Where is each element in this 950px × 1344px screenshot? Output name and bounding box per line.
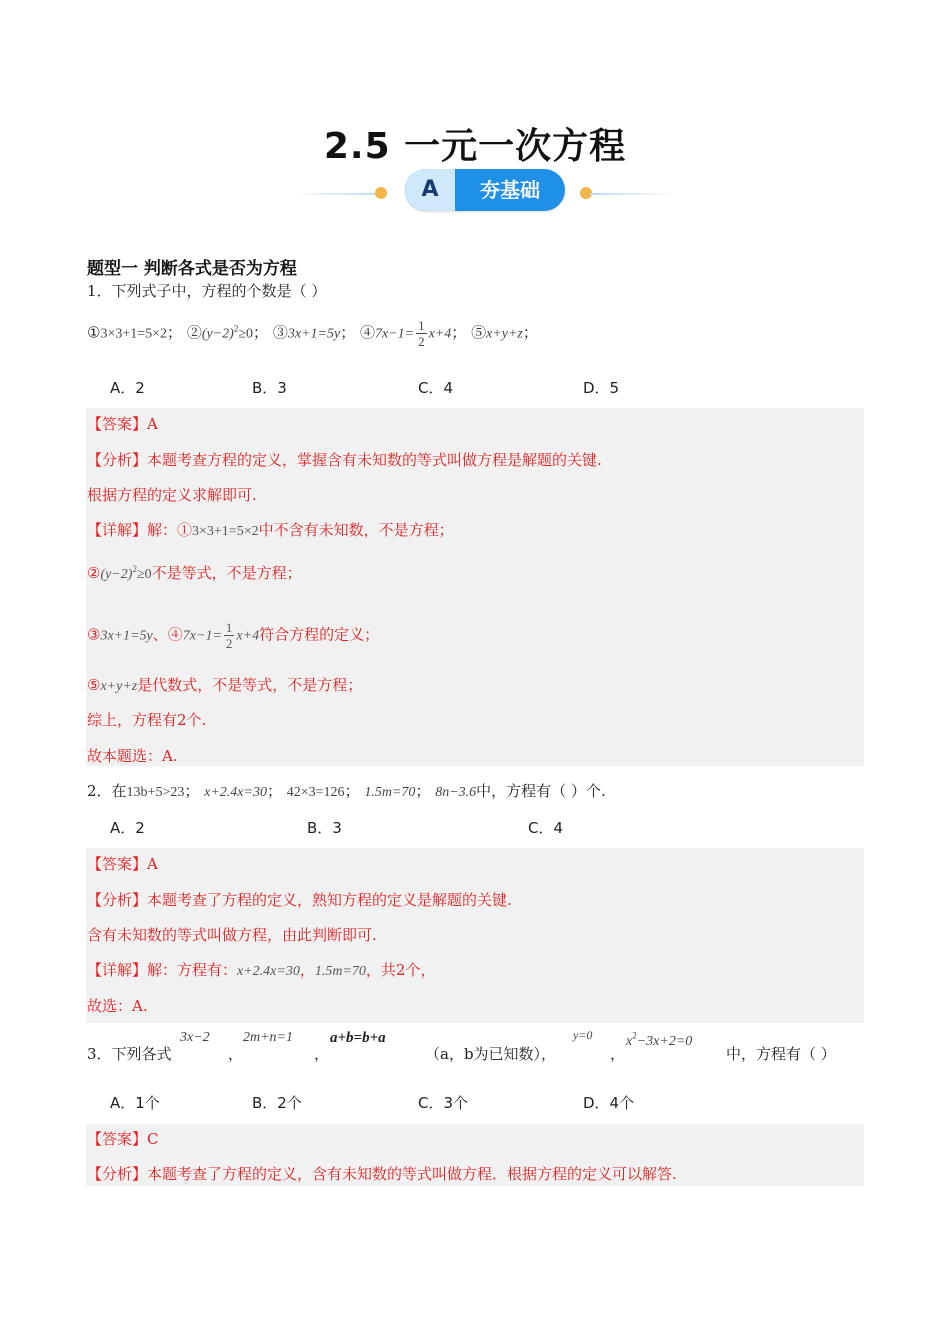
- q1-analysis-2: 根据方程的定义求解即可.: [87, 486, 257, 504]
- detail-text-1: 中不含有未知数，不是方程；: [258, 521, 454, 539]
- circle-5: ⑤: [471, 323, 487, 342]
- q1-expr-1: 3×3+1=5×2: [100, 326, 168, 342]
- q3-comma-1: ，: [228, 1045, 244, 1063]
- separator: ；: [184, 782, 200, 800]
- q1-expr-2-exp: 2: [233, 323, 239, 334]
- detail-expr-5: x+y+z: [100, 679, 138, 694]
- detail-separator: 、④: [152, 625, 183, 644]
- separator: ；: [340, 323, 356, 342]
- q1-expr-2: (y−2): [201, 326, 234, 342]
- q1-conclusion: 故本题选：A.: [87, 747, 178, 765]
- separator: ；: [167, 323, 183, 342]
- fraction-denominator: 2: [225, 636, 233, 651]
- detail-text-3: 符合方程的定义；: [259, 625, 380, 644]
- q2-answer: 【答案】A: [87, 855, 158, 873]
- q1-detail-line-5: [87, 674, 362, 695]
- q3-expr-5-rest: −3x+2=0: [636, 1034, 693, 1049]
- circle-2: ②: [186, 323, 202, 342]
- fraction-denominator: 2: [418, 334, 425, 349]
- q2-expr-2: x+2.4x=30: [204, 785, 267, 800]
- level-badge: [405, 169, 565, 211]
- separator: ；: [451, 323, 467, 342]
- q2-expr-5: 8n−3.6: [435, 785, 477, 800]
- q2-conclusion: 故选：A.: [87, 997, 148, 1015]
- q3-comma-4: ，: [610, 1045, 626, 1063]
- q2-expr-3: 42×3=126: [286, 785, 345, 800]
- q1-option-b: B．3: [252, 379, 287, 397]
- section-title: 题型一 判断各式是否为方程: [87, 259, 297, 279]
- detail-expr-2: 1.5m=70: [314, 964, 366, 979]
- q3-expr-3: a+b=b+a: [330, 1030, 386, 1046]
- q3-option-d: D．4个: [583, 1094, 635, 1112]
- decor-line-left: [293, 193, 378, 195]
- q2-option-b: B．3: [307, 819, 342, 837]
- q3-prefix: 3．下列各式: [87, 1045, 172, 1063]
- q1-detail-line-1: [87, 519, 454, 540]
- q2-expr-4: 1.5m=70: [364, 785, 416, 800]
- circle-5: ⑤: [87, 676, 101, 694]
- detail-prefix: 【详解】解：①: [87, 521, 193, 539]
- q2-prefix: 2．在: [87, 782, 127, 800]
- detail-fraction: [224, 620, 235, 651]
- q1-stem: 1．下列式子中，方程的个数是（ ）: [87, 282, 327, 300]
- q3-suffix: 中，方程有（ ）: [726, 1045, 836, 1063]
- page-title: 2.5 一元一次方程: [323, 126, 627, 167]
- badge-text: 夯基础: [480, 178, 540, 202]
- q1-analysis: 【分析】本题考查方程的定义，掌握含有未知数的等式叫做方程是解题的关键.: [87, 451, 602, 469]
- q3-option-b: B．2个: [252, 1094, 302, 1112]
- q2-analysis: 【分析】本题考查了方程的定义，熟知方程的定义是解题的关键.: [87, 891, 512, 909]
- q3-comma-2: ，: [314, 1045, 330, 1063]
- q1-fraction: [416, 318, 427, 349]
- detail-expr-1: x+2.4x=30: [237, 964, 300, 979]
- fraction-numerator: 1: [225, 620, 233, 635]
- q3-expr-4: y=0: [573, 1028, 593, 1042]
- q2-option-c: C．4: [528, 819, 564, 837]
- q2-stem: [87, 780, 606, 801]
- q1-expr-5: x+y+z: [486, 326, 523, 342]
- q2-suffix: 中，方程有（ ）个.: [476, 782, 606, 800]
- q1-expr-3: 3x+1=5y: [287, 326, 341, 342]
- detail-expr-1: 3×3+1=5×2: [192, 524, 259, 539]
- q3-expr-5-exp: 2: [632, 1030, 637, 1041]
- detail-expr-2-exp: 2: [132, 564, 137, 574]
- separator: ；: [253, 323, 269, 342]
- q1-option-c: C．4: [418, 379, 454, 397]
- q2-analysis-2: 含有未知数的等式叫做方程，由此判断即可.: [87, 926, 377, 944]
- q3-expr-1: 3x−2: [180, 1030, 210, 1045]
- q2-option-a: A．2: [110, 819, 145, 837]
- q1-expr-4-left: 7x−1=: [375, 326, 415, 342]
- separator: ；: [415, 782, 431, 800]
- q1-answer: 【答案】A: [87, 415, 158, 433]
- q3-expr-2: 2m+n=1: [243, 1030, 294, 1045]
- q3-answer: 【答案】C: [87, 1130, 159, 1148]
- q2-expr-1: 13b+5>23: [126, 785, 185, 800]
- detail-expr-2-rest: ≥0: [136, 567, 152, 582]
- q1-detail-line-2: [87, 562, 302, 583]
- q3-expr-5: [626, 1030, 692, 1050]
- q3-option-a: A．1个: [110, 1094, 160, 1112]
- detail-text-5: 是代数式，不是等式，不是方程；: [137, 676, 363, 694]
- fraction-numerator: 1: [418, 318, 425, 333]
- q1-option-a: A．2: [110, 379, 145, 397]
- detail-prefix: 【详解】解：方程有：: [87, 961, 238, 979]
- decor-line-right: [590, 193, 675, 195]
- q3-analysis: 【分析】本题考查了方程的定义，含有未知数的等式叫做方程．根据方程的定义可以解答.: [87, 1165, 677, 1183]
- circle-2: ②: [87, 564, 101, 582]
- q1-items: [87, 318, 538, 349]
- q1-option-d: D．5: [583, 379, 620, 397]
- circle-4: ④: [359, 323, 375, 342]
- q3-option-c: C．3个: [418, 1094, 469, 1112]
- separator: ；: [522, 323, 538, 342]
- detail-expr-2: (y−2): [100, 567, 133, 582]
- detail-separator: ，: [299, 961, 315, 979]
- circle-1: ①: [87, 323, 101, 342]
- detail-text: ，共2个，: [365, 961, 436, 979]
- q3-note: （a，b为已知数），: [425, 1045, 557, 1063]
- q2-detail: [87, 959, 435, 980]
- circle-3: ③: [272, 323, 288, 342]
- detail-expr-4-left: 7x−1=: [182, 628, 222, 644]
- q1-expr-4-right: x+4: [428, 326, 452, 342]
- q3-expr-5-base: x: [626, 1034, 633, 1049]
- badge-letter: A: [405, 169, 455, 211]
- circle-3: ③: [87, 625, 101, 644]
- separator: ；: [344, 782, 360, 800]
- decor-dot-left: [375, 187, 387, 199]
- q1-expr-2-rest: ≥0: [238, 326, 254, 342]
- separator: ；: [266, 782, 282, 800]
- q1-detail-line-3: [87, 620, 379, 651]
- q1-summary: 综上，方程有2个.: [87, 711, 207, 729]
- detail-expr-4-right: x+4: [236, 628, 260, 644]
- detail-expr-3: 3x+1=5y: [100, 628, 153, 644]
- detail-text-2: 不是等式，不是方程；: [151, 564, 302, 582]
